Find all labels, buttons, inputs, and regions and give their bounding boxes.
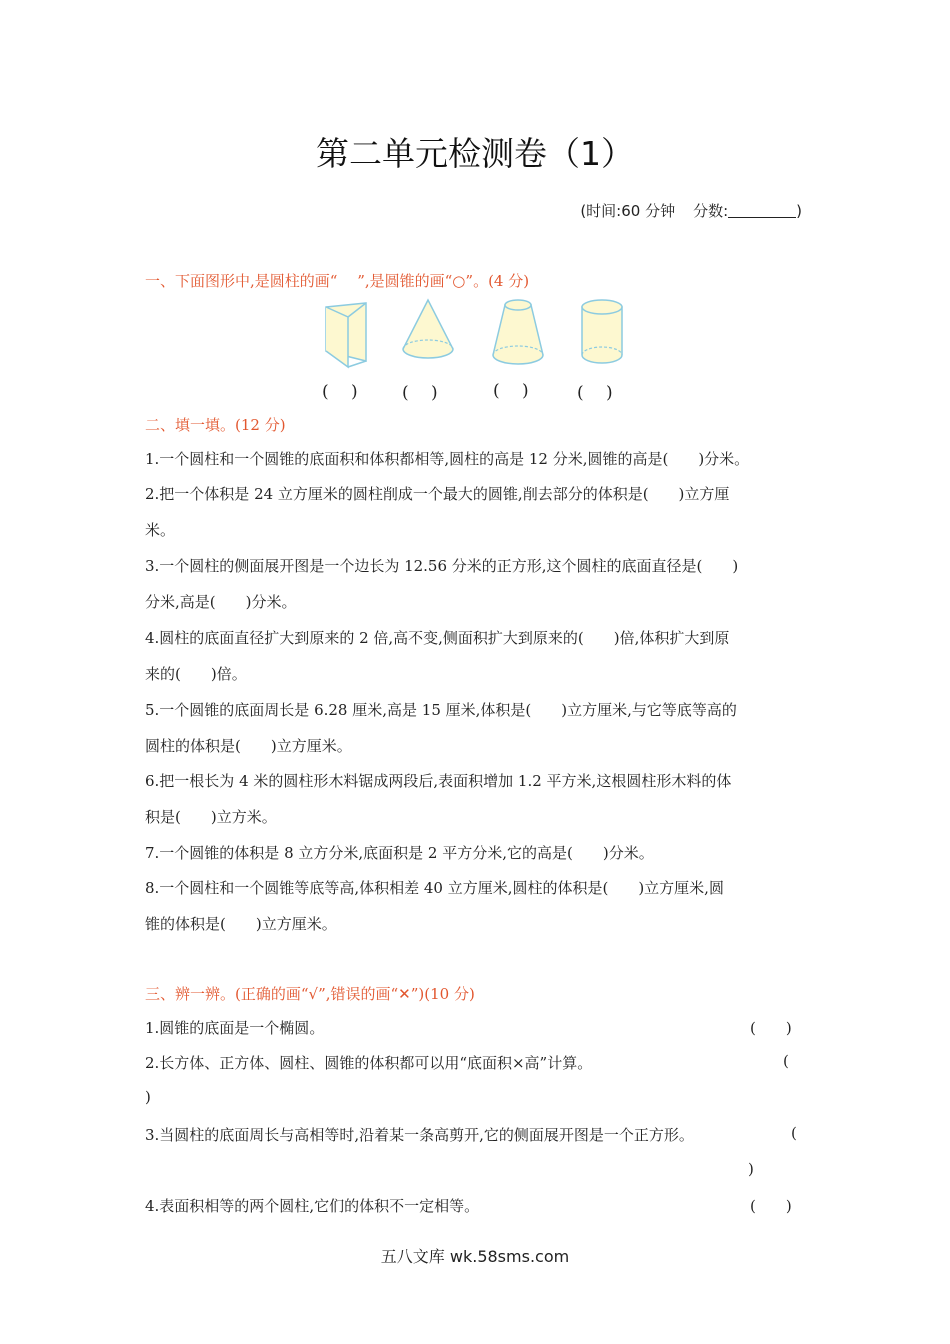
page-title: 第二单元检测卷（1） [316, 134, 634, 173]
fill-line-9: 圆柱的体积是( )立方厘米。 [145, 737, 352, 755]
judge-paren-3-close: ) [748, 1160, 754, 1178]
judge-paren-1: ( ) [750, 1019, 792, 1037]
exam-meta [580, 200, 802, 221]
judge-item-2: 2.长方体、正方体、圆柱、圆锥的体积都可以用“底面积×高”计算。 [145, 1054, 593, 1072]
fill-line-5: 分米,高是( )分米。 [145, 593, 297, 611]
fill-line-2: 2.把一个体积是 24 立方厘米的圆柱削成一个最大的圆锥,削去部分的体积是( )立方厘 [145, 485, 730, 503]
shape-answer-4: ( ) [577, 383, 613, 403]
fill-line-6: 4.圆柱的底面直径扩大到原来的 2 倍,高不变,侧面积扩大到原来的( )倍,体积扩大到原 [145, 629, 730, 647]
fill-line-1: 1.一个圆柱和一个圆锥的底面积和体积都相等,圆柱的高是 12 分米,圆锥的高是( )分米。 [145, 450, 750, 468]
fill-line-10: 6.把一根长为 4 米的圆柱形木料锯成两段后,表面积增加 1.2 平方米,这根圆柱形木料的体 [145, 772, 732, 790]
fill-line-8: 5.一个圆锥的底面周长是 6.28 厘米,高是 15 厘米,体积是( )立方厘米,与它等底等高的 [145, 701, 737, 719]
meta-close: ) [796, 202, 802, 220]
shape-answer-3: ( ) [493, 381, 529, 401]
section2-heading: 二、填一填。(12 分) [145, 416, 286, 434]
fill-line-3: 米。 [145, 521, 176, 539]
score-label: 分数: [693, 202, 729, 220]
shape-answer-2: ( ) [402, 383, 438, 403]
footer-watermark: 五八文库 wk.58sms.com [380, 1247, 570, 1266]
judge-paren-2-close: ) [145, 1088, 151, 1106]
fill-line-12: 7.一个圆锥的体积是 8 立方分米,底面积是 2 平方分米,它的高是( )分米。 [145, 844, 654, 862]
section3-heading: 三、辨一辨。(正确的画“√”,错误的画“✕”)(10 分) [145, 985, 475, 1003]
judge-item-4: 4.表面积相等的两个圆柱,它们的体积不一定相等。 [145, 1197, 480, 1215]
score-blank [728, 203, 796, 218]
triangular-prism-icon [322, 301, 370, 369]
cone-icon [400, 297, 456, 363]
time-label: (时间:60 分钟 [580, 202, 676, 220]
fill-line-13: 8.一个圆柱和一个圆锥等底等高,体积相差 40 立方厘米,圆柱的体积是( )立方厘米,圆 [145, 879, 724, 897]
frustum-icon [490, 297, 546, 369]
judge-item-1: 1.圆锥的底面是一个椭圆。 [145, 1019, 325, 1037]
judge-item-3: 3.当圆柱的底面周长与高相等时,沿着某一条高剪开,它的侧面展开图是一个正方形。 [145, 1126, 694, 1144]
fill-line-4: 3.一个圆柱的侧面展开图是一个边长为 12.56 分米的正方形,这个圆柱的底面直径是( ) [145, 557, 739, 575]
section1-heading: 一、下面图形中,是圆柱的画“ ”,是圆锥的画“○”。(4 分) [145, 272, 530, 290]
fill-line-14: 锥的体积是( )立方厘米。 [145, 915, 337, 933]
shape-answer-1: ( ) [322, 382, 358, 402]
judge-paren-3-open: ( [791, 1124, 797, 1142]
judge-paren-2-open: ( [783, 1052, 789, 1070]
judge-paren-4: ( ) [750, 1197, 792, 1215]
cylinder-icon [578, 297, 626, 367]
fill-line-7: 来的( )倍。 [145, 665, 247, 683]
fill-line-11: 积是( )立方米。 [145, 808, 277, 826]
